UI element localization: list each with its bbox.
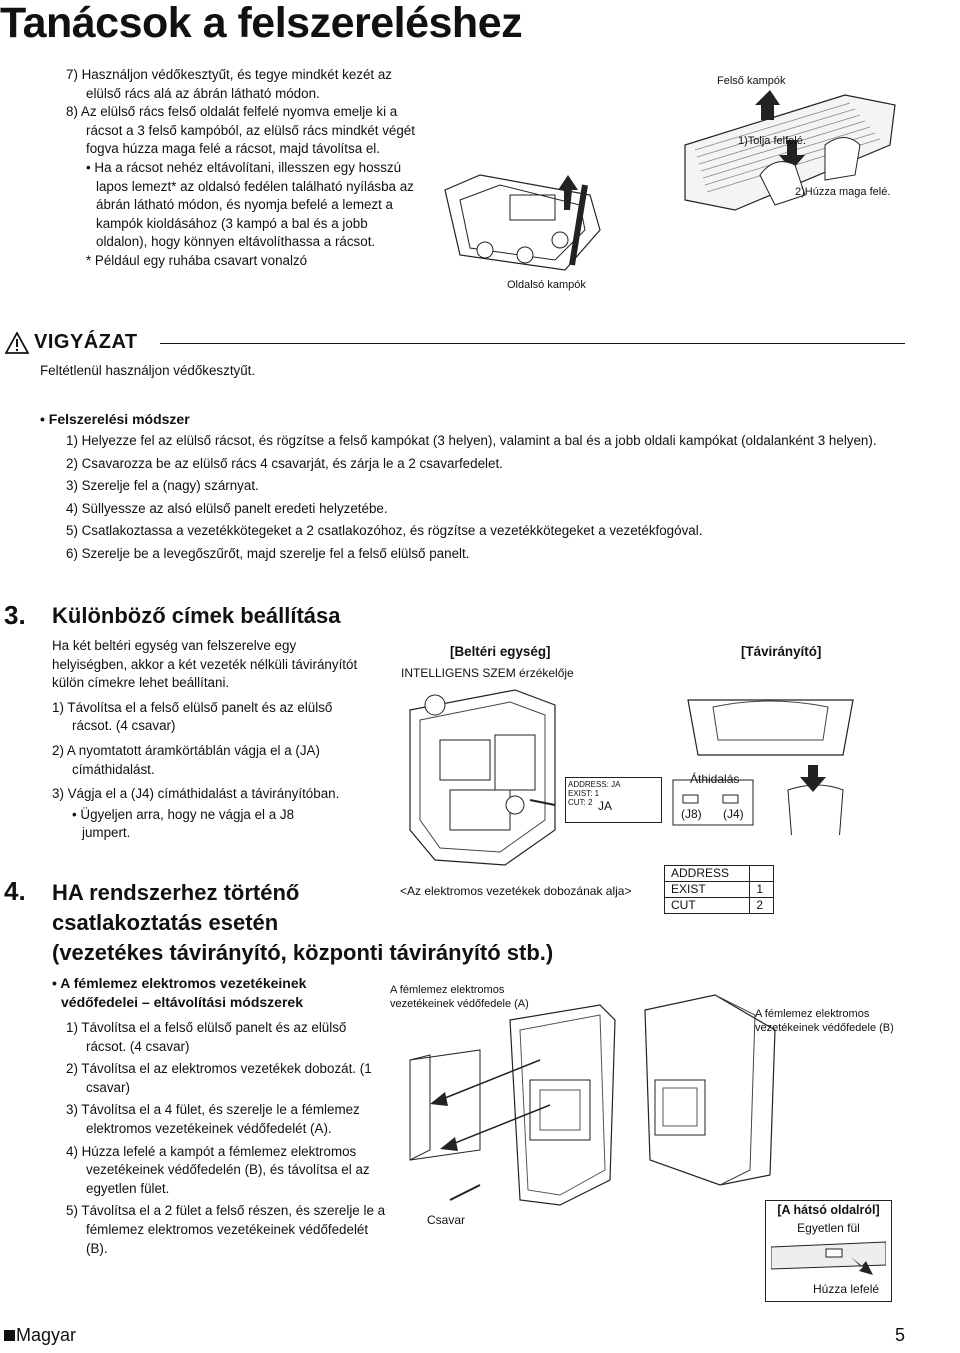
side-hooks-label: Oldalsó kampók [507,279,586,291]
caution-text: Feltétlenül használjon védőkesztyűt. [40,363,256,378]
bottom-caption: <Az elektromos vezetékek dobozának alja> [400,884,632,898]
install-step: 3) Szerelje fel a (nagy) szárnyat. [66,478,259,494]
subheading-line: • A fémlemez elektromos vezetékeinek [52,975,307,991]
section3-number: 3. [4,600,26,630]
table-cell: 1 [750,882,774,898]
section3-bullet: • Ügyeljen arra, hogy ne vágja el a J8 jumpert. [72,806,295,841]
page-title: Tanácsok a felszereléshez [0,0,523,47]
screw-label: Csavar [427,1213,466,1227]
back-side-box [765,1200,892,1302]
table-cell: CUT [665,898,750,914]
install-step: 2) Csavarozza be az elülső rács 4 csavarját, és zárja le a 2 csavarfedelet. [66,455,503,471]
address-line: ADDRESS: JA [568,780,621,789]
install-step: 4) Süllyessze az alsó elülső panelt eredeti helyzetébe. [66,500,388,516]
footer-language: Magyar [16,1325,77,1345]
address-line: EXIST: 1 [568,789,600,798]
section4-step: 4) Húzza lefelé a kampót a fémlemez elektromos vezetékeinek védőfedelén (B), és távolítsa el az egyetlen fület. [66,1143,370,1196]
section4-subheading [52,974,306,1012]
address-line: CUT: 2 [568,798,593,807]
back-side-label: [A hátsó oldalról] [777,1203,880,1217]
cover-b-label: A fémlemez elektromos vezetékeinek védőfedele (B) [755,1008,894,1034]
step-8: 8) Az elülső rács felső oldalát felfelé nyomva emelje ki a rácsot a 3 felső kampóból, az elülső rács mindkét végét fogva húzza maga felé a rácsot, majd távolítsa el. [66,104,415,157]
section4-step: 1) Távolítsa el a felső elülső panelt és az elülső rácsot. (4 csavar) [66,1020,347,1054]
top-bullet: • Ha a rácsot nehéz eltávolítani, illesszen egy hosszú lapos lemezt* az oldalsó fedélen található nyílásba az ábrán látható módon, és nyomja befelé a lemezt a kampók kioldásához (3 kampó a bal és a jobb oldalon), hogy könnyen eltávolíthassa a rácsot. [86,159,414,250]
install-step: 1) Helyezze fel az elülső rácsot, és rögzítse a felső kampókat (3 helyen), valamint a bal és a jobb oldali kampókat (oldalanként 3 helyen). [66,433,877,448]
table-cell [750,866,774,882]
remote-label: [Távirányító] [741,644,822,659]
side-hooks-figure [440,170,620,280]
section3-step: 3) Vágja el a (J4) címáthidalást a távirányítóban. [52,786,340,802]
section4-steps [66,1019,386,1258]
footer-square [4,1330,15,1341]
subheading-line: védőfedelei – eltávolítási módszerek [61,994,303,1010]
section4-number: 4. [4,876,26,906]
top-steps [66,66,421,271]
section4-title-line: csatlakoztatás esetén [52,910,279,935]
cover-b-figure [625,990,785,1190]
push-up-label: 1)Tolja felfelé. [738,135,806,147]
section3-body [52,637,372,843]
j4-label: (J4) [723,807,744,821]
section4-title-line: HA rendszerhez történő [52,880,300,905]
section4-step: 3) Távolítsa el a 4 fület, és szerelje le a fémlemez elektromos vezetékeinek védőfedelét (A). [66,1102,360,1136]
table-cell: ADDRESS [665,866,750,882]
section4-title-line: (vezetékes távirányító, központi távirányító stb.) [52,940,554,965]
jumper-label: Áthidalás [690,772,740,786]
cover-a-label: A fémlemez elektromos vezetékeinek védőfedele (A) [390,984,529,1010]
pcb-figure [395,680,565,870]
upper-hooks-label: Felső kampók [717,75,786,87]
install-step: 6) Szerelje be a levegőszűrőt, majd szerelje fel a felső elülső panelt. [66,545,470,561]
pull-label: 2)Húzza maga felé. [795,186,891,198]
pull-down-label: Húzza lefelé [813,1282,880,1296]
section3-step: 1) Távolítsa el a felső elülső panelt és az elülső rácsot. (4 csavar) [52,699,333,734]
upper-hooks-figure [675,85,905,220]
table-cell: EXIST [665,882,750,898]
warning-icon [5,332,29,354]
ja-label: JA [598,799,613,813]
j8-label: (J8) [681,807,702,821]
section3-step: 2) A nyomtatott áramkörtáblán vágja el a (JA) címáthidalást. [52,742,320,777]
caution-title: VIGYÁZAT [34,331,138,353]
caution-rule [160,343,905,344]
indoor-unit-label: [Beltéri egység] [450,644,551,659]
single-tab-label: Egyetlen fül [797,1220,860,1235]
address-box [565,777,662,823]
section4-step: 5) Távolítsa el a 2 fület a felső részen, és szerelje le a fémlemez elektromos vezetékeinek védőfedelét (B). [66,1203,386,1256]
install-steps [66,432,886,564]
sensor-label: INTELLIGENS SZEM érzékelője [401,666,574,680]
section3-intro: Ha két beltéri egység van felszerelve egy helyiségben, akkor a két vezeték nélküli távirányítót külön címekre lehet beállítani. [52,638,358,691]
section4-step: 2) Távolítsa el az elektromos vezetékek dobozát. (1 csavar) [66,1061,372,1095]
section3-title: Különböző címek beállítása [52,603,341,628]
address-table [664,865,774,914]
tab-figure [771,1237,886,1279]
table-cell: 2 [750,898,774,914]
install-heading: • Felszerelési módszer [40,411,190,427]
install-step: 5) Csatlakoztassa a vezetékkötegeket a 2 csatlakozóhoz, és rögzítse a vezetékkötegeket a vezetékfogóval. [66,523,703,539]
footer-page-number: 5 [895,1325,906,1345]
top-note: * Például egy ruhába csavart vonalzó [86,252,308,268]
section4-title [52,878,553,968]
cover-a-figure [400,1000,630,1210]
step-7: 7) Használjon védőkesztyűt, és tegye mindkét kezét az elülső rács alá az ábrán látható módon. [66,67,393,101]
